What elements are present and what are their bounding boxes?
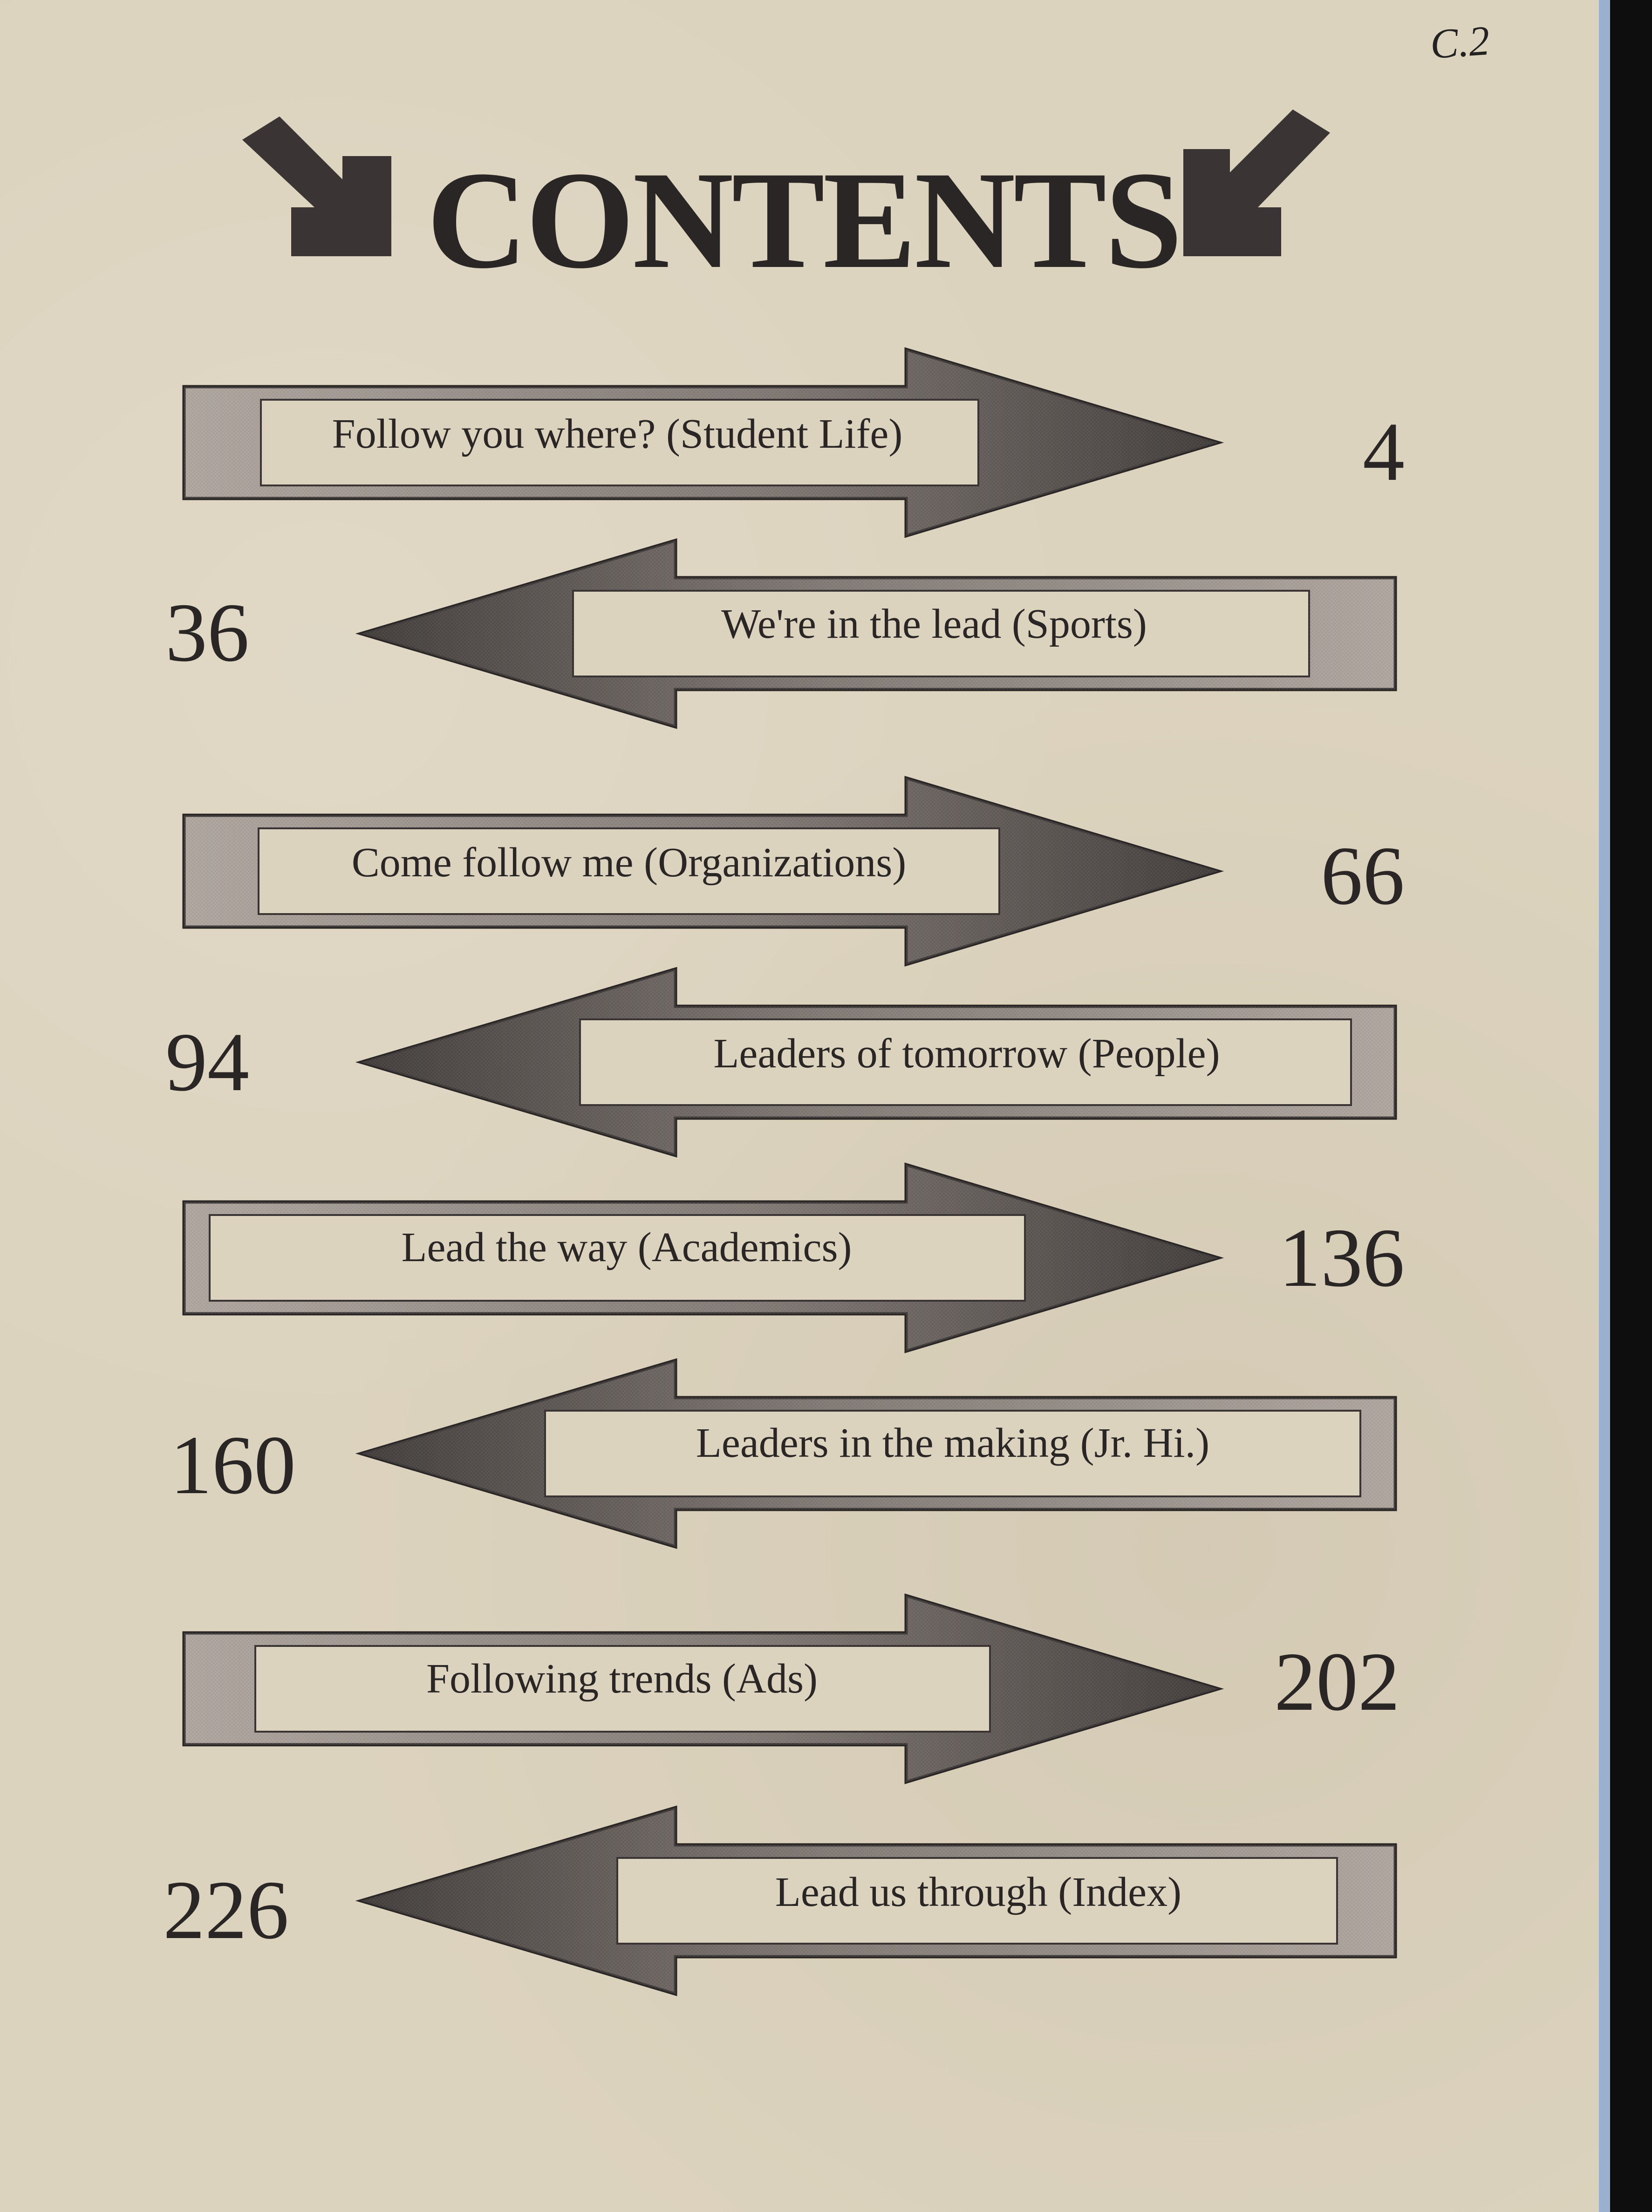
page-title: CONTENTS xyxy=(426,143,1181,297)
entry-label-student-life: Follow you where? (Student Life) xyxy=(332,411,903,457)
entry-label-academics: Lead the way (Academics) xyxy=(401,1224,852,1270)
page-number-people: 94 xyxy=(165,1016,249,1108)
page-number-academics: 136 xyxy=(1279,1211,1405,1304)
entry-label-jr-hi: Leaders in the making (Jr. Hi.) xyxy=(696,1420,1210,1466)
page-number-sports: 36 xyxy=(165,586,249,679)
handwritten-note: C.2 xyxy=(1428,17,1491,68)
page-number-ads: 202 xyxy=(1274,1635,1400,1728)
page-number-organizations: 66 xyxy=(1321,829,1405,922)
page-number-jr-hi: 160 xyxy=(170,1419,296,1511)
entry-label-index: Lead us through (Index) xyxy=(775,1869,1182,1915)
entry-label-ads: Following trends (Ads) xyxy=(426,1656,818,1702)
entry-label-people: Leaders of tomorrow (People) xyxy=(713,1031,1220,1077)
page-number-index: 226 xyxy=(163,1864,289,1956)
page-number-student-life: 4 xyxy=(1363,405,1405,498)
entry-label-organizations: Come follow me (Organizations) xyxy=(351,840,907,886)
entry-label-sports: We're in the lead (Sports) xyxy=(721,601,1147,647)
